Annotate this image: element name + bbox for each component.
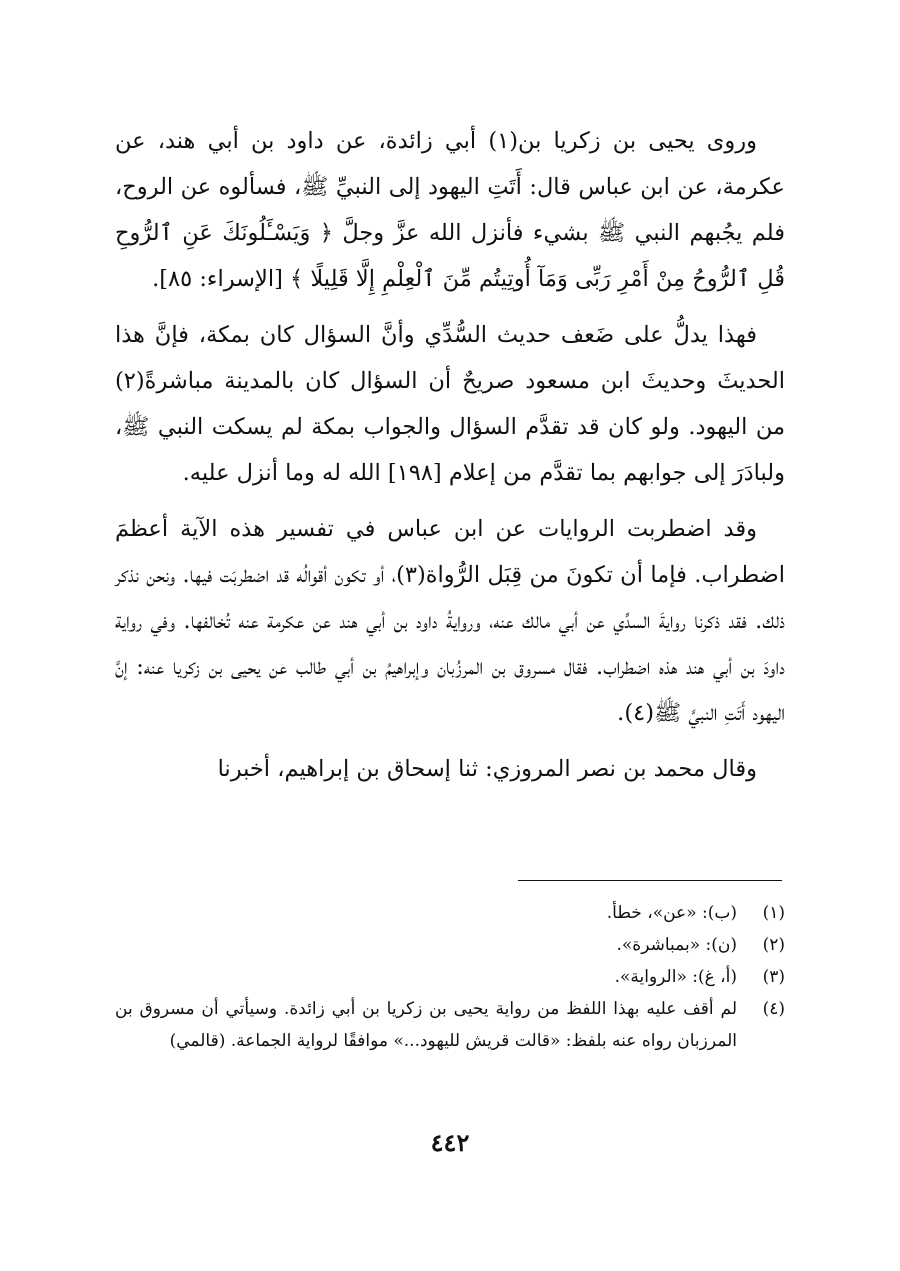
footnote-divider — [518, 880, 782, 881]
footnote-1 — [115, 897, 785, 929]
paragraph-2: فهذا يدلُّ على ضَعف حديث السُّدِّي وأنَّ السؤال كان بمكة، فإنَّ هذا الحديثَ وحديثَ ابن مسعود صريحٌ أن السؤال كان بالمدينة مباشرةً(٢) من اليهود. ولو كان قد تقدَّم السؤال والجواب بمكة لم يسكت النبي ﷺ، ولبادَرَ إلى جوابهم بما تقدَّم من إعلام [١٩٨] الله له وما أنزل عليه. — [115, 322, 785, 486]
footnote-text: لم أقف عليه بهذا اللفظ من رواية يحيى بن زكريا بن أبي زائدة. وسيأتي أن مسروق بن المرزبان رواه عنه بلفظ: «قالت قريش لليهود...» موافقًا لرواية الجماعة. (قالمي) — [115, 999, 737, 1051]
page-number: ٤٤٢ — [430, 1128, 470, 1157]
footnote-number: (٢) — [762, 935, 785, 955]
main-text — [115, 118, 785, 802]
footnote-number: (١) — [762, 903, 785, 923]
footnote-text: (أ، غ): «الرواية». — [614, 967, 737, 987]
footnote-text: (ب): «عن»، خطأ. — [606, 903, 737, 923]
footnote-text: (ن): «بمباشرة». — [616, 935, 737, 955]
paragraph-3: وقد اضطربت الروايات عن ابن عباس في تفسير هذه الآية أعظمَ اضطراب. فإما أن تكونَ من قِبَل الرُّواة(٣)، أو تكون أقوالُه قد اضطربَت فيها. ونحن نذكر ذلك. فقد ذكرنا روايةَ السدِّي عن أبي مالك عنه، وروايةُ داود بن أبي هند عن عكرمة عنه تُخالفها. وفي رواية داودَ بن أبي هند هذه اضطراب. فقال مسروق بن المرزُبان وإبراهيمُ بن أبي طالب عن يحيى بن زكريا عنه: إنَّ اليهود أَتَتِ النبيَّ ﷺ(٤). — [115, 516, 786, 726]
footnote-3 — [115, 961, 785, 993]
footnote-number: (٣) — [762, 967, 785, 987]
footnote-4 — [115, 993, 785, 1057]
footnotes — [115, 897, 785, 1057]
paragraph-4: وقال محمد بن نصر المروزي: ثنا إسحاق بن إبراهيم، أخبرنا — [217, 756, 757, 782]
paragraph-1: وروى يحيى بن زكريا بن(١) أبي زائدة، عن داود بن أبي هند، عن عكرمة، عن ابن عباس قال: أَتَتِ اليهود إلى النبيِّ ﷺ، فسألوه عن الروح، فلم يجُبهم النبي ﷺ بشيء فأنزل الله عزَّ وجلَّ ﴿ وَيَسْـَٔلُونَكَ عَنِ ٱلرُّوحِ قُلِ ٱلرُّوحُ مِنْ أَمْرِ رَبِّى وَمَآ أُوتِيتُم مِّنَ ٱلْعِلْمِ إِلَّا قَلِيلًا ﴾ [الإسراء: ٨٥]. — [115, 128, 785, 292]
footnote-2 — [115, 929, 785, 961]
footnote-number: (٤) — [762, 999, 785, 1019]
